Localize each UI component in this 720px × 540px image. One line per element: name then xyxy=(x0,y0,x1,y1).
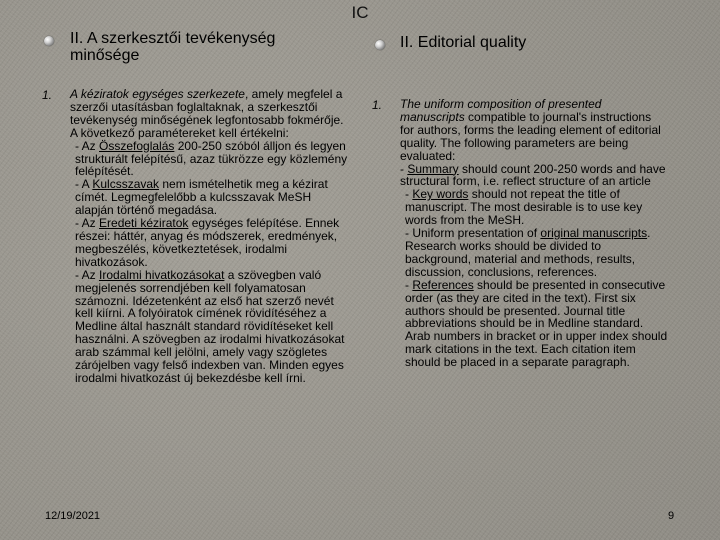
page-number: 9 xyxy=(668,510,675,522)
left-p2-term: Kulcsszavak xyxy=(92,177,160,192)
left-p1-rest: 200-250 szóból álljon és legyen strukturált felépítésű, azaz tükrözze egy közlemény felépítését. xyxy=(75,138,348,179)
left-p1-term: Összefoglalás xyxy=(99,138,175,153)
right-paragraph-keywords xyxy=(400,188,668,227)
left-paragraph-references xyxy=(70,269,350,385)
right-p1-prefix: - xyxy=(400,161,408,176)
left-heading: II. A szerkesztői tevékenység minősége xyxy=(70,30,276,64)
left-p2-prefix: - A xyxy=(75,177,93,192)
left-paragraph-summary xyxy=(70,140,350,179)
right-p3-rest: . Research works should be divided to background, material and methods, results, discussion, conclusions, references. xyxy=(405,226,651,279)
right-heading: II. Editorial quality xyxy=(400,34,527,51)
right-p2-prefix: - xyxy=(405,187,413,202)
right-p4-prefix: - xyxy=(405,277,413,292)
left-p3-rest: egységes felépítése. Ennek részei: háttér, anyag és módszerek, eredmények, megbeszélés, következtetések, irodalmi hivatkozások. xyxy=(75,216,340,269)
left-paragraph-keywords xyxy=(70,178,350,217)
left-p3-prefix: - Az xyxy=(75,216,100,231)
right-body xyxy=(400,98,668,369)
bullet-icon xyxy=(44,36,54,46)
right-p2-rest: should not repeat the title of manuscript. The most desirable is to use key words from the MeSH. xyxy=(405,187,643,228)
left-paragraph-manuscripts xyxy=(70,217,350,269)
bullet-icon xyxy=(375,40,385,50)
left-item-number: 1. xyxy=(42,88,53,102)
footer-date: 12/19/2021 xyxy=(45,510,101,522)
left-intro xyxy=(70,88,350,140)
right-p4-term: References xyxy=(412,277,474,292)
right-p2-term: Key words xyxy=(412,187,469,202)
right-p3-term: original manuscripts xyxy=(540,226,648,241)
left-p4-prefix: - Az xyxy=(75,267,100,282)
left-p2-rest: nem ismételhetik meg a kézirat címét. Legmegfelelőbb a kulcsszavak MeSH alapján történő megadása. xyxy=(75,177,328,218)
left-p4-term: Irodalmi hivatkozásokat xyxy=(99,267,225,282)
right-p4-rest: should be presented in consecutive order (as they are cited in the text). First six authors should be presented. Journal title abbreviations should be in Medline standard. Arab numbers in bracket or in upper index should mark citations in the text. Each citation item should be placed in a separate paragraph. xyxy=(405,277,668,370)
left-intro-italic: A kéziratok egységes szerkezete xyxy=(70,87,245,101)
right-intro xyxy=(400,98,668,163)
left-p1-prefix: - Az xyxy=(75,138,100,153)
right-paragraph-manuscripts xyxy=(400,227,668,279)
right-p1-term: Summary xyxy=(407,161,459,176)
right-intro-italic: The uniform composition of presented manuscripts xyxy=(400,97,602,124)
left-p3-term: Eredeti kéziratok xyxy=(99,216,189,231)
slide-top-label: IC xyxy=(351,3,369,22)
left-body xyxy=(70,88,350,385)
right-p3-prefix: - Uniform presentation of xyxy=(405,226,541,241)
right-paragraph-references xyxy=(400,279,668,369)
right-p1-rest: should count 200-250 words and have structural form, i.e. reflect structure of an article xyxy=(400,161,666,189)
right-item-number: 1. xyxy=(372,98,383,112)
left-intro-rest: , amely megfelel a szerzői utasításban foglaltaknak, a szerkesztői tevékenység minőségének legfontosabb fokmérője. A következő paramétereket kell értékelni: xyxy=(70,87,344,140)
left-p4-rest: a szövegben való megjelenés sorrendjében kell folyamatosan számozni. Idézetenként az első hat szerző nevét kell kiírni. A folyóiratok címének rövidítéséhez a Medline által használt standard rövidítéseket kell használni. A szövegben az irodalmi hivatkozásokat arab számmal kell jelölni, amely vagy szögletes zárójelben vagy felső indexben van. Minden egyes irodalmi hivatkozást új bekezdésbe kell írni. xyxy=(75,267,345,385)
right-paragraph-summary xyxy=(400,163,668,189)
right-intro-rest: compatible to journal's instructions for authors, forms the leading element of editorial quality. The following parameters are being evaluated: xyxy=(400,109,661,163)
